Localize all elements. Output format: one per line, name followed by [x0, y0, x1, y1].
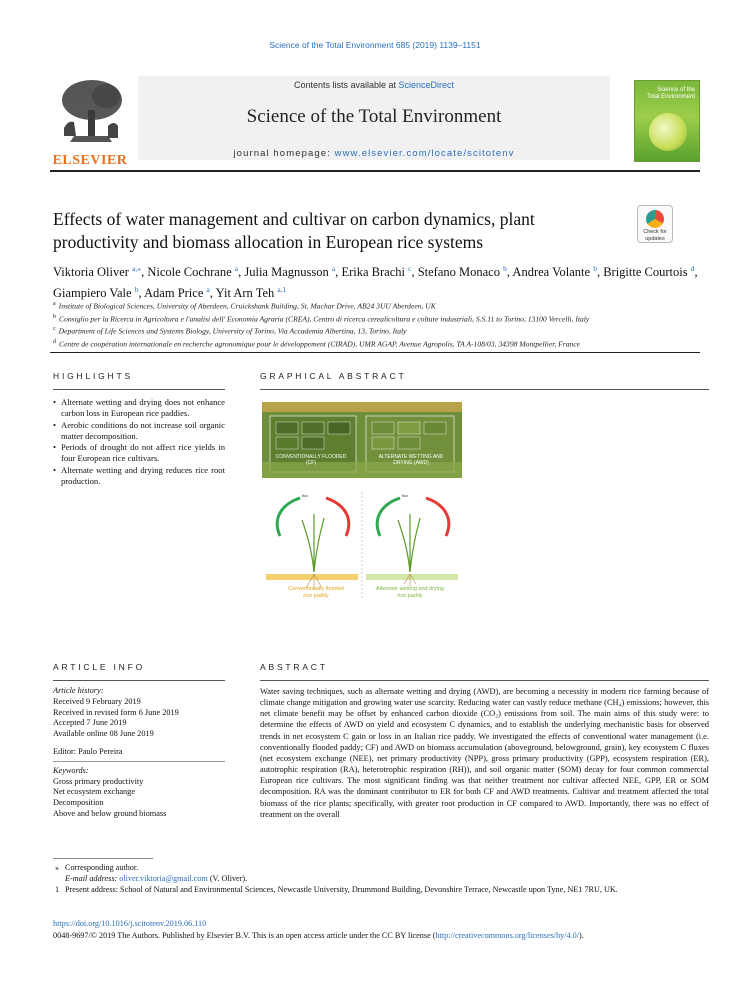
footnote-rule	[53, 858, 153, 859]
homepage-prefix: journal homepage:	[233, 148, 335, 159]
history-item: Available online 08 June 2019	[53, 729, 154, 739]
awd-caption: Alternate wetting and drying rice paddy	[375, 586, 445, 599]
history-item: Accepted 7 June 2019	[53, 718, 127, 728]
email-footnote	[53, 873, 703, 884]
journal-banner	[138, 76, 610, 160]
badge-line2: updates	[645, 236, 665, 242]
contents-line	[138, 80, 610, 90]
affiliation-text: Department of Life Sciences and Systems Biology, University of Torino, Via Accademia Albertina, 13, Torino, Italy	[58, 326, 407, 336]
sciencedirect-link[interactable]: ScienceDirect	[398, 80, 455, 90]
author-affiliation-mark[interactable]: b	[503, 264, 507, 273]
affiliation-mark: a	[53, 301, 56, 307]
graphical-abstract-rule	[260, 389, 709, 390]
author-affiliation-mark[interactable]: b	[134, 285, 139, 295]
affiliation-list	[53, 299, 703, 349]
photo-left-label: CONVENTIONALLY FLOODED (CF)	[275, 454, 347, 466]
abstract-text: Water saving techniques, such as alternate wetting and drying (AWD), are becoming a necessity in modern rice farming because of climate change mitigation and growing water use scarcity. Reducing water can vastly reduce methane (CH₄) emissions; however, this net climate benefit may be offset by enhanced carbon dioxide (CO₂) emissions from soil. The main aims of this study were: to determine the effects of AWD on yield and ecosystem C dynamics, and to establish the underlying mechanistic basis for observed trends in net ecosystem C gain or loss in an Italian rice paddy. We investigated the effects of conventional water management (i.e. conventionally flooded paddy; CF) and AWD on biomass accumulation (aboveground, belowground, grain), key ecosystem C fluxes (net ecosystem exchange (NEE), net primary productivity (NPP), gross primary productivity (GPP), ecosystem respiration (ER), autotrophic respiration (RA), heterotrophic respiration (RH)), and soil organic matter (SOM) decay for four common commercial European rice cultivars. The most significant finding was that neither treatment nor cultivar affected NEE, GPP, ER or SOM decomposition. RA was the dominant contributor to ER for both CF and AWD treatments. Cultivar and treatment affected the total biomass of the rice plants; specifically, with greater root production in CF compared to AWD. Importantly, there was no effect of treatment on the overall	[260, 687, 709, 819]
graphical-abstract-figure[interactable]	[262, 402, 462, 606]
affiliation-item	[53, 312, 703, 325]
keyword-item[interactable]: Above and below ground biomass	[53, 808, 167, 818]
doi-link[interactable]: https://doi.org/10.1016/j.scitotenv.2019.06.110	[53, 919, 207, 928]
keyword-item[interactable]: Net ecosystem exchange	[53, 787, 136, 797]
email-label: E-mail address:	[65, 874, 120, 883]
corresponding-footnote	[53, 862, 703, 873]
svg-text:flux: flux	[402, 493, 409, 498]
graphical-abstract-image	[262, 402, 462, 606]
badge-line1: Check for	[643, 229, 667, 235]
cover-title-line1: Science of the	[656, 87, 695, 93]
contents-prefix: Contents lists available at	[293, 80, 399, 90]
affiliation-divider	[50, 352, 700, 353]
keywords-label: Keywords:	[53, 765, 89, 775]
author-affiliation-mark[interactable]: d	[690, 264, 695, 273]
present-address-text: Present address: School of Natural and Environmental Sciences, Newcastle University, Drummond Building, Devonshire Terrace, Newcastle upon Tyne, NE1 7RU, UK.	[65, 885, 618, 894]
author-name[interactable]: Adam Price	[144, 286, 204, 301]
cover-artwork	[649, 113, 687, 151]
author-name[interactable]: Erika Brachi	[341, 265, 405, 280]
highlight-item: • Alternate wetting and drying reduces rice root production.	[53, 465, 225, 488]
highlight-item: • Aerobic conditions do not increase soil organic matter decomposition.	[53, 420, 225, 443]
keyword-item[interactable]: Decomposition	[53, 798, 104, 808]
elsevier-tree-icon	[50, 76, 130, 148]
affiliation-item	[53, 337, 703, 350]
author-name[interactable]: Brigitte Courtois	[603, 265, 688, 280]
author-affiliation-mark[interactable]: a	[331, 264, 336, 273]
affiliation-text: Consiglio per la Ricerca in Agricoltura e l'analisi dell' Economia Agraria (CREA), Centro di ricerca cerealicoltura e colture industriali, S.S.11 to Torino, 13100 Vercelli, Italy	[59, 314, 590, 324]
author-affiliation-mark[interactable]: a	[234, 264, 239, 273]
cover-title-line2: Total Environment	[646, 93, 695, 100]
affiliation-mark: c	[53, 326, 56, 333]
affiliation-text: Institute of Biological Sciences, University of Aberdeen, Cruickshank Building, St. Machar Drive, AB24 3UU Aberdeen, UK	[58, 301, 436, 311]
svg-text:flux: flux	[302, 493, 309, 498]
author-name[interactable]: Yit Arn Teh	[215, 286, 275, 301]
article-title: Effects of water management and cultivar on carbon dynamics, plant productivity and biomass allocation in European rice systems	[53, 209, 535, 252]
author-affiliation-mark[interactable]: a,⁎	[132, 264, 142, 273]
journal-title: Science of the Total Environment	[246, 106, 502, 127]
abstract-rule	[260, 680, 709, 681]
article-info-heading: ARTICLE INFO	[53, 662, 146, 672]
affiliation-item	[53, 324, 703, 337]
highlights-rule	[53, 389, 225, 390]
history-item: Received in revised form 6 June 2019	[53, 707, 179, 717]
journal-homepage-link[interactable]: www.elsevier.com/locate/scitotenv	[334, 148, 515, 159]
info-divider	[53, 761, 225, 762]
journal-cover-thumbnail[interactable]	[634, 80, 700, 162]
license-link[interactable]: http://creativecommons.org/licenses/by/4.0/	[435, 930, 580, 940]
affiliation-mark: d	[53, 338, 56, 345]
author-affiliation-mark[interactable]: c	[408, 264, 412, 273]
check-for-updates-icon	[646, 210, 664, 228]
author-name[interactable]: Stefano Monaco	[417, 265, 500, 280]
author-name[interactable]: Andrea Volante	[512, 265, 591, 280]
history-item: Received 9 February 2019	[53, 696, 141, 706]
license-suffix: ).	[579, 930, 584, 940]
author-affiliation-mark[interactable]: a	[206, 285, 210, 295]
footnote-mark: ⁎	[55, 863, 60, 872]
photo-right-label: ALTERNATE WETTING AND DRYING (AWD)	[378, 454, 444, 466]
article-info-rule	[53, 680, 225, 681]
affiliation-mark: b	[53, 313, 56, 320]
author-affiliation-mark[interactable]: a,1	[277, 285, 287, 295]
author-name[interactable]: Viktoria Oliver	[53, 265, 129, 280]
editor-line: Editor: Paulo Pereira	[53, 746, 123, 756]
license-line	[53, 930, 703, 942]
email-suffix: (V. Oliver).	[207, 874, 248, 883]
author-list: Viktoria Oliver $^{a,⁎}$, Nicole Cochrane $^a$, Julia Magnusson $^a$, Erika Brachi $^c$, Stefano Monaco $^b$, Andrea Volante $^b$, Brigitte Courtois $^d$, Giampiero Vale $^b$, Adam Price $^a$, Yit Arn Teh $^{a,1}$	[53, 264, 698, 301]
history-label: Article history:	[53, 686, 104, 695]
corresponding-label: Corresponding author.	[65, 863, 139, 872]
license-prefix: 0048-9697/© 2019 The Authors. Published by Elsevier B.V. This is an open access article under the CC BY license (	[53, 930, 436, 940]
abstract-heading: ABSTRACT	[260, 662, 328, 672]
check-for-updates-button[interactable]	[637, 205, 673, 243]
highlights-list	[53, 397, 225, 487]
author-name[interactable]: Giampiero Vale	[53, 286, 132, 301]
author-name[interactable]: Julia Magnusson	[244, 265, 329, 280]
footnote-mark: 1	[55, 885, 60, 894]
article-info	[53, 686, 225, 820]
homepage-line	[138, 148, 610, 159]
cover-title	[647, 87, 695, 100]
affiliation-item	[53, 299, 703, 312]
affiliation-text: Centre de coopération internationale en recherche agronomique pour le développement (CIRAD), UMR AGAP, Avenue Agropolis, TA A-108/03, 34398 Montpellier, France	[59, 339, 581, 349]
header-divider	[50, 170, 700, 172]
email-link[interactable]: oliver.viktoria@gmail.com	[119, 874, 208, 883]
highlight-item: • Periods of drought do not affect rice yields in four European rice cultivars.	[53, 442, 225, 465]
highlights-heading: HIGHLIGHTS	[53, 371, 133, 381]
author-name[interactable]: Nicole Cochrane	[147, 265, 232, 280]
present-address-footnote	[53, 884, 703, 895]
article-footer	[53, 918, 703, 941]
cf-caption: Conventionally flooded rice paddy	[288, 586, 344, 599]
footnotes	[53, 862, 703, 895]
elsevier-wordmark: ELSEVIER	[52, 153, 128, 168]
elsevier-logo[interactable]	[50, 76, 130, 168]
journal-citation[interactable]: Science of the Total Environment 685 (2019) 1139–1151	[269, 40, 481, 50]
author-affiliation-mark[interactable]: b	[593, 264, 597, 273]
journal-header	[50, 76, 700, 166]
keyword-item[interactable]: Gross primary productivity	[53, 776, 144, 786]
highlight-item: • Alternate wetting and drying does not enhance carbon loss in European rice paddies.	[53, 397, 225, 420]
graphical-abstract-heading: GRAPHICAL ABSTRACT	[260, 371, 407, 381]
